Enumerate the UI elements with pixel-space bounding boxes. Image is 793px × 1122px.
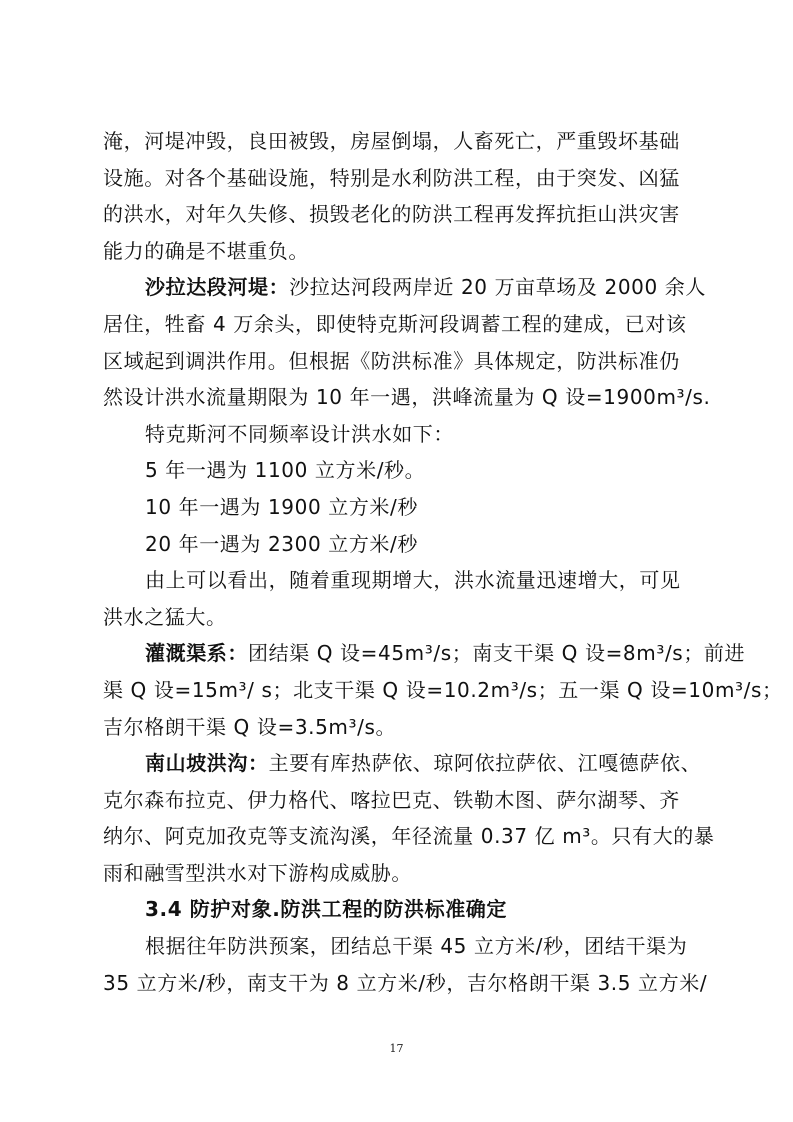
- text-line: 纳尔、阿克加孜克等支流沟溪，年径流量 0.37 亿 m³。只有大的暴: [103, 824, 715, 849]
- paragraph-first-line: [103, 745, 703, 782]
- text-line: 由上可以看出，随着重现期增大，洪水流量迅速增大，可见: [145, 568, 681, 593]
- text-line: 设施。对各个基础设施，特别是水利防洪工程，由于突发、凶猛: [103, 165, 680, 190]
- paragraph-heading: 沙拉达段河堤：: [145, 275, 290, 300]
- text-line: 的洪水，对年久失修、损毁老化的防洪工程再发挥抗拒山洪灾害: [103, 202, 680, 227]
- text-line: 洪水之猛大。: [103, 604, 227, 629]
- paragraph-first-line: [103, 635, 746, 672]
- text-line: 克尔森布拉克、伊力格代、喀拉巴克、铁勒木图、萨尔湖琴、齐: [103, 787, 680, 812]
- text-line: 35 立方米/秒，南支干为 8 立方米/秒，吉尔格朗干渠 3.5 立方米/: [103, 970, 708, 995]
- text-line: 居住，牲畜 4 万余头，即使特克斯河段调蓄工程的建成，已对该: [103, 311, 687, 336]
- text-line: 吉尔格朗干渠 Q 设=3.5m³/s。: [103, 714, 397, 739]
- text-line: 根据往年防洪预案，团结总干渠 45 立方米/秒，团结干渠为: [145, 934, 688, 959]
- text-line: 10 年一遇为 1900 立方米/秒: [145, 494, 418, 519]
- text-line: 雨和融雪型洪水对下游构成威胁。: [103, 860, 412, 885]
- text-line: 淹，河堤冲毁，良田被毁，房屋倒塌，人畜死亡，严重毁坏基础: [103, 129, 680, 153]
- text-line: 5 年一遇为 1100 立方米/秒。: [145, 458, 426, 483]
- text-run: 沙拉达河段两岸近 20 万亩草场及 2000 余人: [289, 275, 706, 300]
- text-line: 能力的确是不堪重负。: [103, 238, 309, 263]
- text-line: 区域起到调洪作用。但根据《防洪标准》具体规定，防洪标准仍: [103, 348, 680, 373]
- paragraph-first-line: [103, 269, 706, 306]
- paragraph-heading: 灌溉渠系：: [145, 641, 248, 666]
- text-line: 渠 Q 设=15m³/ s；北支干渠 Q 设=10.2m³/s；五一渠 Q 设=10m³/s；: [103, 677, 783, 702]
- text-line: 然设计洪水流量期限为 10 年一遇，洪峰流量为 Q 设=1900m³/s.: [103, 385, 711, 410]
- text-run: 团结渠 Q 设=45m³/s；南支干渠 Q 设=8m³/s；前进: [248, 641, 746, 666]
- paragraph-heading: 南山坡洪沟：: [145, 751, 269, 776]
- text-line: 特克斯河不同频率设计洪水如下：: [145, 421, 454, 446]
- text-line: 20 年一遇为 2300 立方米/秒: [145, 531, 418, 556]
- page-number: 17: [389, 1042, 404, 1055]
- body-text: [103, 123, 783, 1001]
- text-run: 主要有库热萨依、琼阿依拉萨依、江嘎德萨依、: [268, 751, 702, 776]
- section-heading: 3.4 防护对象.防洪工程的防洪标准确定: [145, 897, 507, 922]
